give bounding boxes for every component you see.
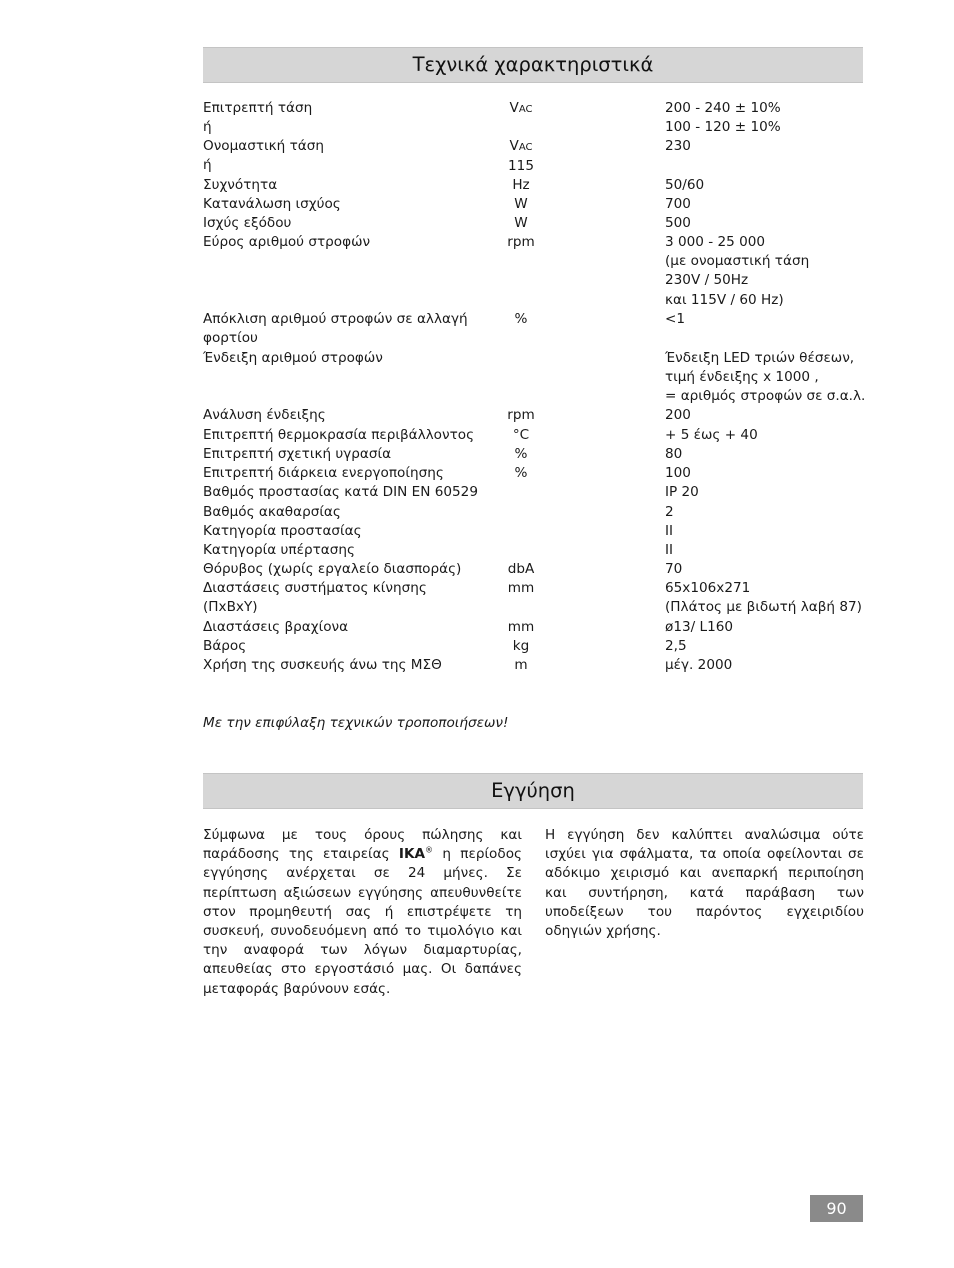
spec-label: Βαθμός προστασίας κατά DIN EN 60529 — [203, 484, 478, 500]
spec-unit: m — [514, 657, 528, 673]
spec-value: 2,5 — [665, 638, 687, 654]
spec-value: 200 — [665, 407, 691, 423]
spec-value: 700 — [665, 196, 691, 212]
spec-label: Χρήση της συσκευής άνω της ΜΣΘ — [203, 657, 442, 673]
spec-unit: mm — [507, 619, 535, 635]
specs-section-title: Τεχνικά χαρακτηριστικά — [203, 47, 863, 83]
spec-label: Ένδειξη αριθμού στροφών — [203, 350, 383, 366]
spec-unit: mm — [507, 580, 535, 596]
spec-value: 230 — [665, 138, 691, 154]
spec-value: 3 000 - 25 000 (με ονομαστική τάση 230V / 50Hz και 115V / 60 Hz) — [665, 234, 810, 308]
spec-label: Θόρυβος (χωρίς εργαλείο διασποράς) — [203, 561, 462, 577]
spec-unit: VAC 115 — [508, 138, 534, 175]
spec-value: 2 — [665, 504, 674, 520]
spec-unit: dbA — [507, 561, 535, 577]
spec-unit: % — [514, 465, 528, 481]
spec-value: IP 20 — [665, 484, 699, 500]
spec-value: 100 — [665, 465, 691, 481]
spec-label: Βάρος — [203, 638, 247, 654]
spec-label: Ισχύς εξόδου — [203, 215, 292, 231]
spec-label: Εύρος αριθμού στροφών — [203, 234, 371, 250]
spec-label: Κατανάλωση ισχύος — [203, 196, 341, 212]
spec-value: 65x106x271 (Πλάτος με βιδωτή λαβή 87) — [665, 580, 862, 616]
spec-value: <1 — [665, 311, 686, 327]
spec-label: Επιτρεπτή τάση ή — [203, 100, 313, 136]
spec-value: ø13/ L160 — [665, 619, 734, 635]
spec-unit: W — [514, 196, 528, 212]
spec-value: 70 — [665, 561, 683, 577]
spec-label: Κατηγορία υπέρτασης — [203, 542, 355, 558]
spec-value: + 5 έως + 40 — [665, 427, 758, 443]
brand-name: IKA — [398, 846, 426, 863]
spec-unit: rpm — [507, 234, 535, 250]
spec-value: II — [665, 542, 674, 558]
page-number: 90 — [810, 1195, 863, 1222]
spec-value: II — [665, 523, 674, 539]
spec-unit: °C — [512, 427, 530, 443]
spec-unit: rpm — [507, 407, 535, 423]
spec-unit: Hz — [512, 177, 530, 193]
spec-label: Επιτρεπτή σχετική υγρασία — [203, 446, 392, 462]
spec-label: Επιτρεπτή θερμοκρασία περιβάλλοντος — [203, 427, 475, 443]
registered-mark: ® — [425, 845, 434, 855]
spec-unit: W — [514, 215, 528, 231]
technical-changes-disclaimer: Με την επιφύλαξη τεχνικών τροποποιήσεων! — [203, 715, 509, 731]
spec-label: Απόκλιση αριθμού στροφών σε αλλαγή φορτίου — [203, 311, 468, 347]
spec-label: Κατηγορία προστασίας — [203, 523, 362, 539]
spec-label: Διαστάσεις βραχίονα — [203, 619, 349, 635]
spec-unit: VAC — [509, 100, 533, 116]
spec-value: 200 - 240 ± 10% 100 - 120 ± 10% — [665, 100, 781, 136]
spec-label: Βαθμός ακαθαρσίας — [203, 504, 341, 520]
spec-label: Συχνότητα — [203, 177, 278, 193]
spec-unit: % — [514, 311, 528, 327]
spec-label: Διαστάσεις συστήματος κίνησης (ΠxΒxΥ) — [203, 580, 427, 616]
warranty-paragraph-left: Σύμφωνα με τους όρους πώλησης και παράδοσης της εταιρείας IKA® η περίοδος εγγύησης ανέρχεται σε 24 μήνες. Σε περίπτωση αξιώσεων εγγύησης απευθυνθείτε στον προμηθευτή σας ή επιστρέψετε τη συσκευή, συνοδευόμενη από το τιμολόγιο και την αναφορά των λόγων διαμαρτυρίας, απευθείας στο εργοστάσιό μας. Οι δαπάνες μεταφοράς βαρύνουν εσάς. — [203, 827, 522, 997]
spec-unit: kg — [512, 638, 530, 654]
spec-value: 80 — [665, 446, 683, 462]
spec-value: μέγ. 2000 — [665, 657, 733, 673]
spec-label: Ανάλυση ένδειξης — [203, 407, 326, 423]
spec-label: Ονομαστική τάση ή — [203, 138, 324, 174]
spec-value: 500 — [665, 215, 691, 231]
spec-label: Επιτρεπτή διάρκεια ενεργοποίησης — [203, 465, 444, 481]
spec-unit: % — [514, 446, 528, 462]
spec-value: 50/60 — [665, 177, 705, 193]
spec-value: Ένδειξη LED τριών θέσεων, τιμή ένδειξης x 1000 , = αριθμός στροφών σε σ.α.λ. — [665, 350, 866, 405]
warranty-section-title: Εγγύηση — [203, 773, 863, 809]
warranty-paragraph-right: Η εγγύηση δεν καλύπτει αναλώσιμα ούτε ισχύει για σφάλματα, τα οποία οφείλονται σε αδόκιμο χειρισμό και ανεπαρκή περιποίηση και συντήρηση, κατά παράβαση των υποδείξεων του παρόντος εγχειριδίου οδηγιών χρήσης. — [545, 827, 864, 940]
